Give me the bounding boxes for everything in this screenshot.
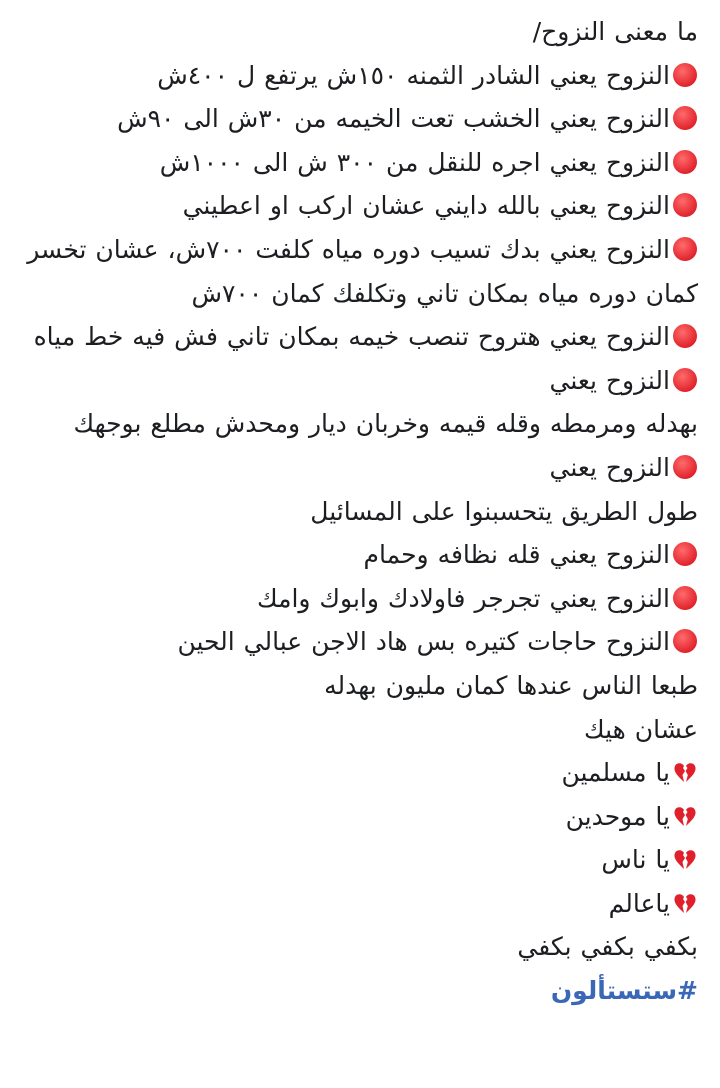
bullet-text: النزوح يعني اجره للنقل من ٣٠٠ ش الى ١٠٠٠ش <box>159 147 670 177</box>
text-line: طول الطريق يتحسبنوا على المسائيل <box>310 496 698 526</box>
bullet-line <box>18 577 698 621</box>
heart-text: يا مسلمين <box>561 758 670 788</box>
red-circle-icon <box>672 105 698 131</box>
broken-heart-icon <box>672 759 698 785</box>
red-circle-icon <box>672 192 698 218</box>
heart-line <box>18 882 698 926</box>
red-circle-icon <box>672 541 698 567</box>
post-text <box>18 10 698 1013</box>
closing-line: بكفي بكفي بكفي <box>517 932 698 962</box>
bullet-text: النزوح حاجات كتيره بس هاد الاجن عبالي الحين <box>177 627 670 657</box>
bullet-text: النزوح يعني الخشب تعت الخيمه من ٣٠ش الى ٩٠ش <box>117 104 670 134</box>
red-circle-icon <box>672 367 698 393</box>
broken-heart-icon <box>672 846 698 872</box>
bullet-line <box>18 533 698 577</box>
heart-text: يا موحدين <box>565 801 670 831</box>
bullet-text: النزوح يعني <box>549 365 670 395</box>
bullet-line <box>18 620 698 664</box>
red-circle-icon <box>672 323 698 349</box>
bullet-text: النزوح يعني الشادر الثمنه ١٥٠ش يرتفع ل ٤٠٠ش <box>157 60 670 90</box>
heart-line <box>18 838 698 882</box>
bullet-text: النزوح يعني <box>549 452 670 482</box>
hashtag-link[interactable]: #ستستألون <box>550 976 698 1006</box>
post-title: ما معنى النزوح/ <box>532 17 698 46</box>
red-circle-icon <box>672 454 698 480</box>
heart-text: يا ناس <box>601 845 670 875</box>
bullet-text: النزوح يعني قله نظافه وحمام <box>363 540 670 570</box>
bullet-line <box>18 141 698 185</box>
broken-heart-icon <box>672 803 698 829</box>
bullet-text: النزوح يعني بالله دايني عشان اركب او اعطيني <box>182 191 670 221</box>
text-line: عشان هيك <box>584 714 698 744</box>
red-circle-icon <box>672 62 698 88</box>
heart-text: ياعالم <box>608 888 670 918</box>
red-circle-icon <box>672 628 698 654</box>
red-circle-icon <box>672 149 698 175</box>
bullet-text: النزوح يعني بدك تسيب دوره مياه كلفت ٧٠٠ش، عشان تخسر كمان دوره مياه بمكان تاني وتكلفك كمان ٧٠٠ش <box>27 234 698 308</box>
red-circle-icon <box>672 585 698 611</box>
bullet-line <box>18 228 698 315</box>
bullet-line <box>18 446 698 490</box>
bullet-line <box>18 315 698 359</box>
red-circle-icon <box>672 236 698 262</box>
text-line: طبعا الناس عندها كمان مليون بهدله <box>324 670 698 700</box>
broken-heart-icon <box>672 890 698 916</box>
bullet-line <box>18 184 698 228</box>
bullet-line <box>18 54 698 98</box>
bullet-line <box>18 97 698 141</box>
bullet-line <box>18 359 698 403</box>
bullet-text: النزوح يعني تجرجر فاولادك وابوك وامك <box>257 583 670 613</box>
bullet-text: النزوح يعني هتروح تنصب خيمه بمكان تاني فش فيه خط مياه <box>33 322 670 352</box>
heart-line <box>18 751 698 795</box>
text-line: بهدله ومرمطه وقله قيمه وخربان ديار ومحدش مطلع بوجهك <box>73 409 698 439</box>
heart-line <box>18 795 698 839</box>
